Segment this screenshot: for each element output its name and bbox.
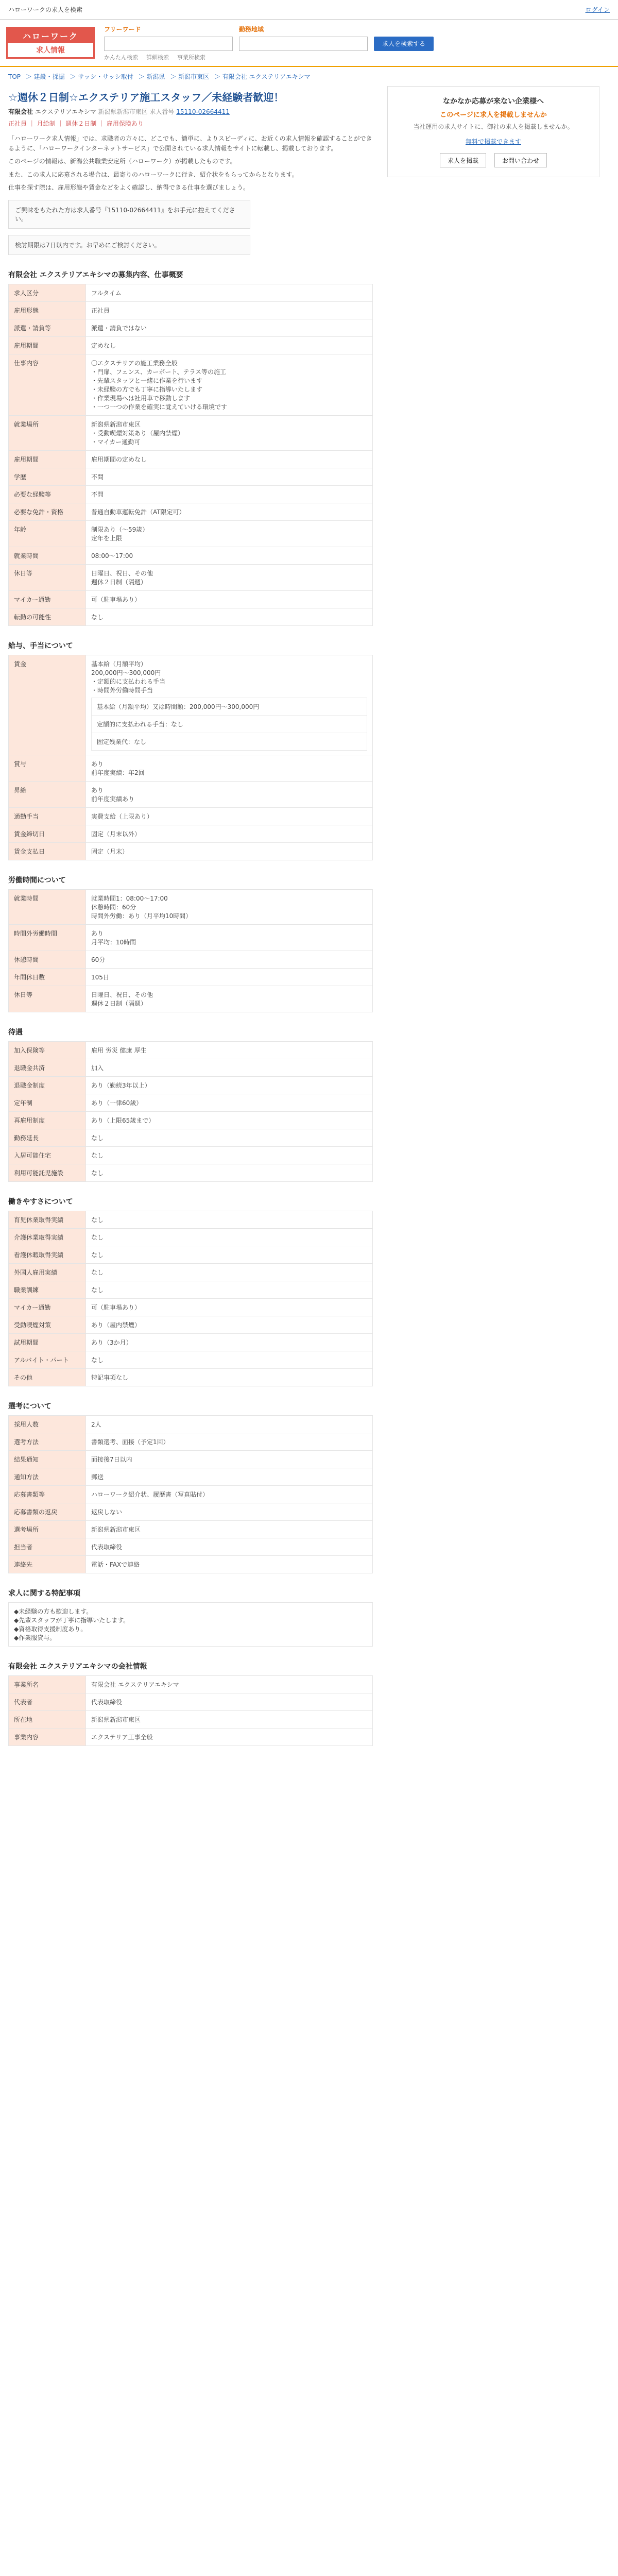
keyword-input[interactable] (104, 37, 233, 51)
intro-paragraph-2: このページの情報は、新潟公共職業安定所（ハローワーク）が掲載したものです。 (8, 158, 236, 165)
breadcrumb-city[interactable]: ＞ 新潟市東区 (170, 73, 210, 80)
section-work (8, 875, 373, 1012)
section-apply (8, 1401, 373, 1573)
row-value (86, 520, 373, 547)
special-notes (9, 1602, 373, 1646)
row-value: ハローワーク紹介状、履歴書（写真貼付） (86, 1485, 373, 1503)
row-value: 有限会社 エクステリアエキシマ (86, 1675, 373, 1693)
section-ease-heading: 働きやすさについて (8, 1197, 73, 1206)
row-label: 利用可能託児施設 (9, 1164, 86, 1181)
raise: あり 前年度実績あり (91, 786, 135, 803)
info-box-deadline: 検討期限は7日以内です。お早めにご検討ください。 (8, 235, 250, 255)
row-value: 面接後7日以内 (86, 1450, 373, 1468)
login-link[interactable]: ログイン (585, 6, 610, 13)
row-label: 看護休暇取得実績 (9, 1246, 86, 1263)
row-label: 賃金締切日 (9, 825, 86, 842)
sub-link-detail[interactable]: 詳細検索 (146, 54, 169, 61)
sidebar-alert-link[interactable]: 無料で掲載できます (465, 138, 521, 146)
overtime: あり 月平均：10時間 (91, 929, 136, 946)
keyword-field (104, 25, 233, 51)
row-label: 休日等 (9, 986, 86, 1012)
row-label: 退職金制度 (9, 1076, 86, 1094)
row-value: 不問 (86, 468, 373, 485)
search-sub-links (104, 53, 434, 61)
location-input[interactable] (239, 37, 368, 51)
job-tags: 正社員 ｜ 月給制 ｜ 週休２日制 ｜ 雇用保険あり (8, 120, 144, 127)
row-label: 休憩時間 (9, 951, 86, 968)
row-value (86, 655, 373, 755)
sidebar-actions (398, 153, 589, 167)
row-label: 介護休業取得実績 (9, 1228, 86, 1246)
row-value: 可（駐車場あり） (86, 1298, 373, 1316)
section-company-heading: 有限会社 エクステリアエキシマの会社情報 (8, 1662, 147, 1671)
row-value: エクステリア工事全般 (86, 1728, 373, 1745)
row-label: 雇用期間 (9, 450, 86, 468)
row-value: 不問 (86, 485, 373, 503)
row-label: 就業時間 (9, 547, 86, 564)
breadcrumb (0, 67, 618, 86)
row-label: 必要な免許・資格 (9, 503, 86, 520)
row-value: 派遣・請負ではない (86, 319, 373, 336)
job-number-label: 求人番号 (149, 108, 175, 115)
row-label: 外国人雇用実績 (9, 1263, 86, 1281)
section-work-heading: 労働時間について (8, 876, 66, 885)
section-company (8, 1661, 373, 1746)
row-label: 賞与 (9, 755, 86, 781)
row-value: あり（勤続3年以上） (86, 1076, 373, 1094)
row-value (86, 755, 373, 781)
wage-breakdown-row-1: 基本給（月額平均）又は時間額：200,000円〜300,000円 (92, 698, 367, 716)
intro-paragraph-4: 仕事を探す際は、雇用形態や賃金などをよく確認し、納得できる仕事を選びましょう。 (8, 183, 250, 191)
row-label: 育児休業取得実績 (9, 1211, 86, 1228)
row-label: その他 (9, 1368, 86, 1386)
row-label: 勤務延長 (9, 1129, 86, 1146)
row-label: 転勤の可能性 (9, 608, 86, 625)
row-label: 再雇用制度 (9, 1111, 86, 1129)
header (0, 20, 618, 67)
section-pay (8, 640, 373, 860)
section-apply-table (8, 1415, 373, 1573)
row-label: 求人区分 (9, 284, 86, 301)
row-value (86, 781, 373, 807)
row-value: なし (86, 1164, 373, 1181)
row-value: 実費支給（上限あり） (86, 807, 373, 825)
row-label: マイカー通勤 (9, 590, 86, 608)
row-label: 受動喫煙対策 (9, 1316, 86, 1333)
row-value: 普通自動車運転免許（AT限定可） (86, 503, 373, 520)
section-work-table (8, 889, 373, 1012)
row-label: 仕事内容 (9, 354, 86, 415)
row-label: 年齢 (9, 520, 86, 547)
wage-breakdown (91, 698, 367, 751)
row-value: 正社員 (86, 301, 373, 319)
sidebar-title: なかなか応募が来ない企業様へ (443, 97, 544, 106)
row-value: 2人 (86, 1415, 373, 1433)
row-value (86, 354, 373, 415)
row-value: 60分 (86, 951, 373, 968)
breadcrumb-prefecture[interactable]: ＞ 新潟県 (138, 73, 165, 80)
row-label: 時間外労働時間 (9, 924, 86, 951)
row-label: 職業訓練 (9, 1281, 86, 1298)
logo-top-text: ハローワーク (8, 28, 93, 43)
row-label: 年間休日数 (9, 968, 86, 986)
keyword-label: フリーワード (104, 25, 141, 33)
location-field (239, 25, 368, 51)
wage-breakdown-row-3: 固定残業代：なし (97, 738, 147, 745)
sidebar-card (387, 86, 599, 177)
row-value: あり（上限65歳まで） (86, 1111, 373, 1129)
section-apply-heading: 選考について (8, 1402, 52, 1411)
row-value: あり（屋内禁煙） (86, 1316, 373, 1333)
row-value: 可（駐車場あり） (86, 590, 373, 608)
breadcrumb-subcategory[interactable]: ＞ サッシ・サッシ取付 (70, 73, 133, 80)
row-label: 加入保険等 (9, 1041, 86, 1059)
row-label: 学歴 (9, 468, 86, 485)
row-value: 08:00〜17:00 (86, 547, 373, 564)
job-description: 〇エクステリアの施工業務全般 ・門扉、フェンス、カーポート、テラス等の施工 ・先輩スタッフと一緒に作業を行います ・未経験の方でも丁寧に指導いたします ・作業現場へは社用車で移動します ・一つ一つの作業を確実に覚えていける環境です (91, 359, 228, 411)
row-value (86, 986, 373, 1012)
row-label: 事業内容 (9, 1728, 86, 1745)
row-value: 雇用 労災 健康 厚生 (86, 1041, 373, 1059)
breadcrumb-company: ＞ 有限会社 エクステリアエキシマ (214, 73, 311, 80)
row-value: なし (86, 1246, 373, 1263)
sidebar-lead: このページに求人を掲載しませんか (440, 111, 547, 119)
wage: 基本給（月額平均） 200,000円〜300,000円 ・定額的に支払われる手当 ・時間外労働時間手当 (91, 660, 166, 694)
row-label: 賃金 (9, 655, 86, 755)
row-value: 定めなし (86, 336, 373, 354)
row-label: 応募書類等 (9, 1485, 86, 1503)
row-label: 休日等 (9, 564, 86, 590)
row-label: 通勤手当 (9, 807, 86, 825)
row-value: なし (86, 608, 373, 625)
bonus: あり 前年度実績：年2回 (91, 760, 145, 776)
section-pay-table (8, 655, 373, 860)
company-label: 有限会社 (8, 108, 33, 115)
site-title: ハローワークの求人を検索 (8, 6, 83, 13)
row-label: 通知方法 (9, 1468, 86, 1485)
row-label: 必要な経験等 (9, 485, 86, 503)
breadcrumb-category[interactable]: ＞ 建設・採掘 (25, 73, 65, 80)
row-value (86, 889, 373, 924)
row-value: 新潟県新潟市東区 (86, 1710, 373, 1728)
section-insurance (8, 1027, 373, 1182)
logo-bottom-text: 求人情報 (36, 46, 65, 55)
special-notes-text: ◆未経験の方も歓迎します。 ◆先輩スタッフが丁寧に指導いたします。 ◆資格取得支援制度あり。 ◆作業服貸与。 (14, 1607, 130, 1641)
content (0, 86, 618, 1746)
row-value: なし (86, 1351, 373, 1368)
holidays: 日曜日、祝日、その他 週休２日制（隔週） (91, 569, 153, 586)
row-value: なし (86, 1211, 373, 1228)
sub-link-simple[interactable]: かんたん検索 (104, 54, 138, 61)
row-value: 電話・FAXで連絡 (86, 1555, 373, 1573)
section-pay-heading: 給与、手当について (8, 641, 73, 650)
row-value: フルタイム (86, 284, 373, 301)
section-insurance-table (8, 1041, 373, 1182)
row-value: なし (86, 1129, 373, 1146)
sub-link-company[interactable]: 事業所検索 (177, 54, 205, 61)
row-label: 連絡先 (9, 1555, 86, 1573)
row-label: 応募書類の返戻 (9, 1503, 86, 1520)
work-hours: 就業時間1：08:00〜17:00 休憩時間：60分 時間外労働：あり（月平均10時間） (91, 894, 192, 920)
sidebar (387, 86, 599, 1746)
section-insurance-heading: 待遇 (8, 1028, 23, 1037)
job-number[interactable]: 15110-02664411 (176, 108, 230, 115)
row-value: なし (86, 1263, 373, 1281)
row-label: 定年制 (9, 1094, 86, 1111)
info-box-number: ご興味をもたれた方は求人番号『15110-02664411』をお手元に控えてください。 (8, 200, 250, 229)
row-label: 試用期間 (9, 1333, 86, 1351)
row-value: 新潟県新潟市東区 (86, 1520, 373, 1538)
row-label: 就業場所 (9, 415, 86, 450)
intro-paragraph-3: また、この求人に応募される場合は、最寄りのハローワークに行き、紹介状をもらってからとなります。 (8, 171, 298, 178)
row-label: 賃金支払日 (9, 842, 86, 860)
job-title: ☆週休２日制☆エクステリア施工スタッフ／未経験者歓迎！ (8, 91, 284, 104)
row-value: 加入 (86, 1059, 373, 1076)
hellowork-logo[interactable] (6, 27, 95, 59)
search-button[interactable]: 求人を検索する (374, 37, 434, 51)
row-label: 選考方法 (9, 1433, 86, 1450)
row-value: 返戻しない (86, 1503, 373, 1520)
company-name: エクステリアエキシマ (35, 108, 96, 115)
row-label: 選考場所 (9, 1520, 86, 1538)
row-label: 就業時間 (9, 889, 86, 924)
location-label: 勤務地域 (239, 25, 264, 33)
top-bar (0, 0, 618, 20)
row-value: あり（一律60歳） (86, 1094, 373, 1111)
row-value: なし (86, 1228, 373, 1246)
row-label: 所在地 (9, 1710, 86, 1728)
sidebar-contact-button[interactable]: お問い合わせ (494, 153, 547, 167)
row-value (86, 924, 373, 951)
row-label: アルバイト・パート (9, 1351, 86, 1368)
workplace: 新潟県新潟市東区 ・受動喫煙対策あり（屋内禁煙） ・マイカー通勤可 (91, 420, 184, 446)
section-special-table (8, 1602, 373, 1647)
row-value: 代表取締役 (86, 1693, 373, 1710)
row-value: 固定（月末以外） (86, 825, 373, 842)
section-job (8, 269, 373, 626)
row-label: 雇用形態 (9, 301, 86, 319)
section-ease (8, 1196, 373, 1386)
intro-paragraph-1: 「ハローワーク求人情報」では、求職者の方々に、どこでも、簡単に、よりスピーディに、お近くの求人情報を確認することができるように、「ハローワークインターネットサービス」で公開されている求人情報をサイトに転載し、掲載しております。 (8, 135, 372, 152)
row-value: 105日 (86, 968, 373, 986)
row-value: 郵送 (86, 1468, 373, 1485)
row-label: 退職金共済 (9, 1059, 86, 1076)
sidebar-text: 当社運用の求人サイトに、御社の求人を掲載しませんか。 (413, 123, 574, 130)
row-label: 代表者 (9, 1693, 86, 1710)
row-value: なし (86, 1146, 373, 1164)
row-label: マイカー通勤 (9, 1298, 86, 1316)
search-bar (104, 25, 434, 51)
row-label: 事業所名 (9, 1675, 86, 1693)
row-label: 担当者 (9, 1538, 86, 1555)
section-job-heading: 有限会社 エクステリアエキシマの募集内容、仕事概要 (8, 270, 183, 279)
job-location: 新潟県新潟市東区 (98, 108, 148, 115)
holidays-detail: 日曜日、祝日、その他 週休２日制（隔週） (91, 991, 153, 1007)
row-label: 雇用期間 (9, 336, 86, 354)
row-value: なし (86, 1281, 373, 1298)
breadcrumb-top[interactable]: TOP (8, 73, 21, 80)
row-label: 昇給 (9, 781, 86, 807)
row-value (86, 415, 373, 450)
row-value: 書類選考、面接（予定1回） (86, 1433, 373, 1450)
row-label: 派遣・請負等 (9, 319, 86, 336)
section-special-heading: 求人に関する特記事項 (8, 1589, 80, 1598)
wage-breakdown-row-2: 定額的に支払われる手当：なし (92, 716, 367, 733)
section-ease-table (8, 1211, 373, 1386)
row-value: 代表取締役 (86, 1538, 373, 1555)
row-value: 固定（月末） (86, 842, 373, 860)
row-value: 特記事項なし (86, 1368, 373, 1386)
age: 制限あり（〜59歳） 定年を上限 (91, 526, 149, 542)
section-special (8, 1588, 373, 1647)
section-job-table (8, 284, 373, 626)
main-column (8, 86, 373, 1746)
row-value (86, 564, 373, 590)
row-label: 入居可能住宅 (9, 1146, 86, 1164)
sidebar-post-button[interactable]: 求人を掲載 (440, 153, 486, 167)
job-meta (8, 107, 373, 116)
row-value: あり（3か月） (86, 1333, 373, 1351)
row-label: 結果通知 (9, 1450, 86, 1468)
intro (8, 134, 373, 193)
row-label: 採用人数 (9, 1415, 86, 1433)
row-value: 雇用期間の定めなし (86, 450, 373, 468)
section-company-table (8, 1675, 373, 1746)
